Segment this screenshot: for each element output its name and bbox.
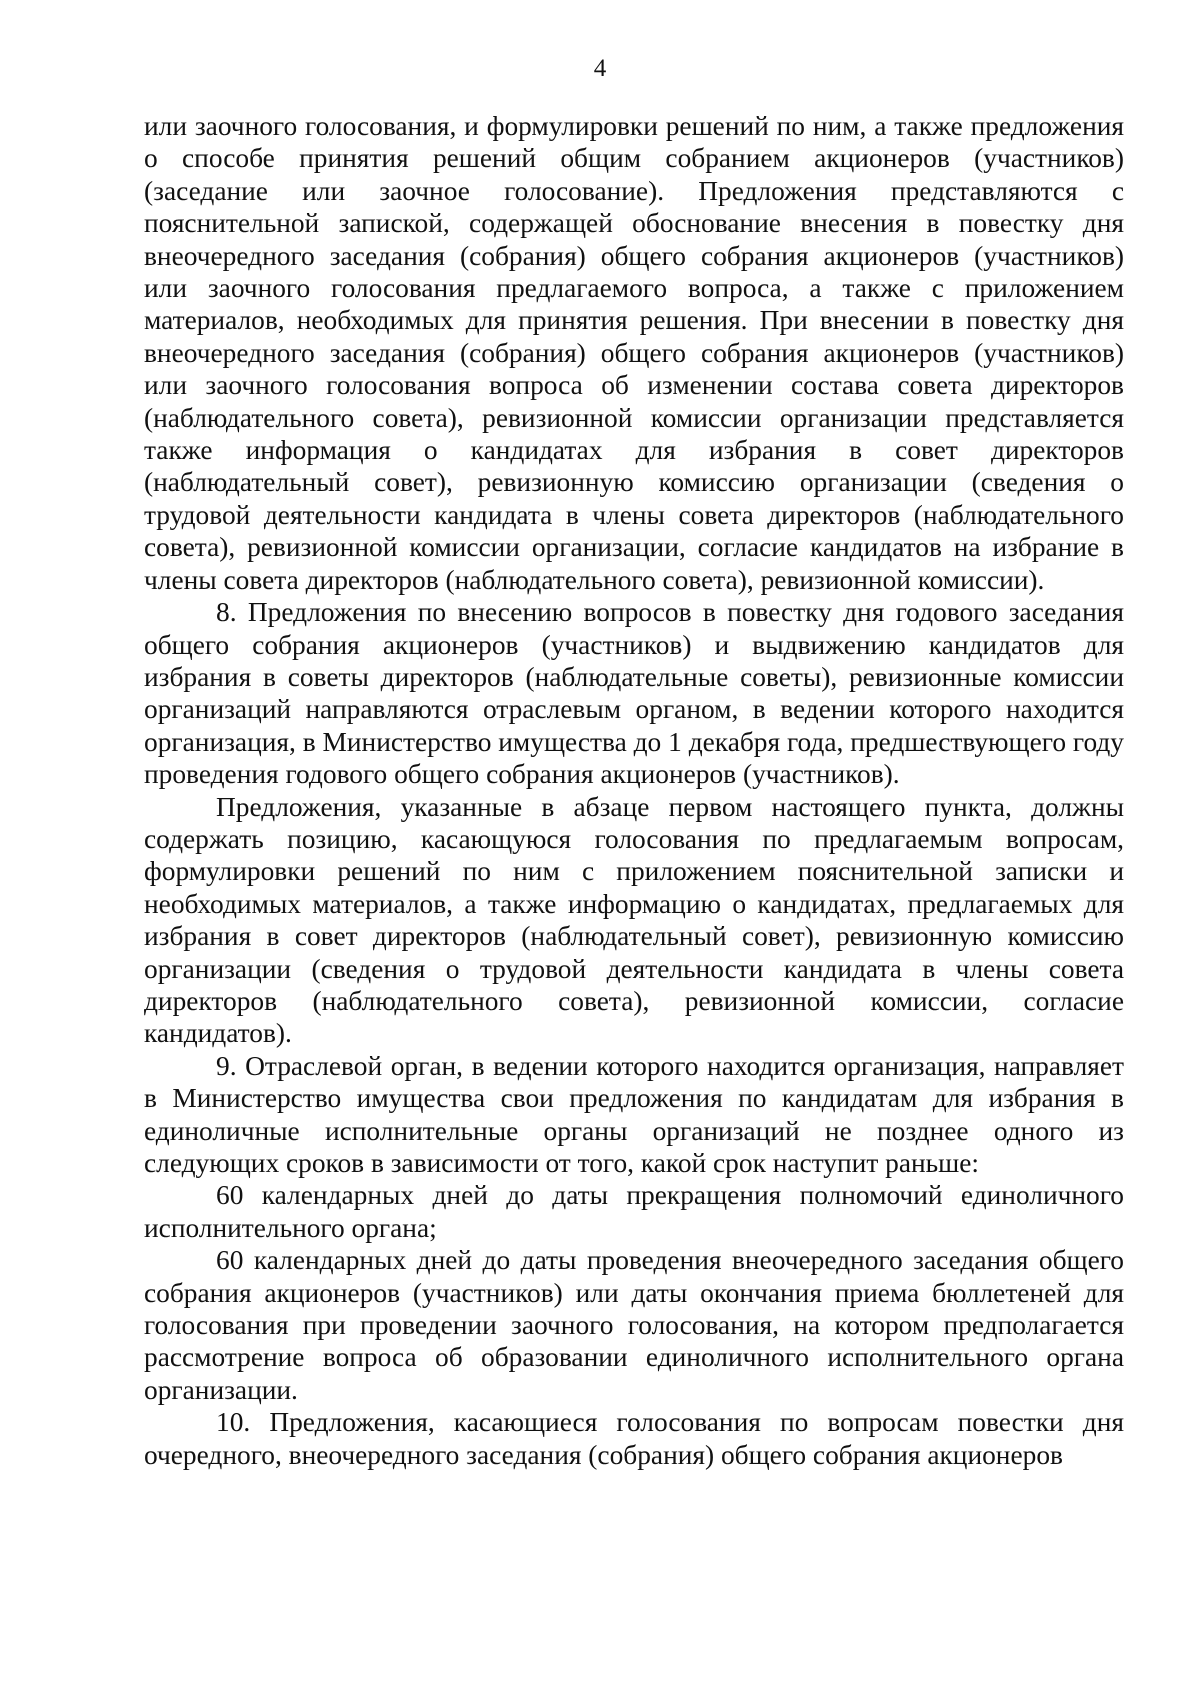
paragraph-item-8: 8. Предложения по внесению вопросов в повестку дня годового заседания общего собрания акционеров (участников) и выдвижению кандидатов для избрания в советы директоров (наблюдательные советы), ревизионные комиссии организаций направляются отраслевым органом, в ведении которого находится организация, в Министерство имущества до 1 декабря года, предшествующего году проведения годового общего собрания акционеров (участников).	[144, 597, 1124, 790]
paragraph-item-9: 9. Отраслевой орган, в ведении которого находится организация, направляет в Министерство имущества свои предложения по кандидатам для избрания в единоличные исполнительные органы организаций не позднее одного из следующих сроков в зависимости от того, какой срок наступит раньше:	[144, 1050, 1124, 1178]
document-body	[144, 110, 1124, 1471]
paragraph-item-9-term-1: 60 календарных дней до даты прекращения полномочий единоличного исполнительного органа;	[144, 1180, 1124, 1243]
paragraph-item-8-second: Предложения, указанные в абзаце первом настоящего пункта, должны содержать позицию, касающуюся голосования по предлагаемым вопросам, формулировки решений по ним с приложением пояснительной записки и необходимых материалов, а также информацию о кандидатах, предлагаемых для избрания в совет директоров (наблюдательный совет), ревизионную комиссию организации (сведения о трудовой деятельности кандидата в члены совета директоров (наблюдательного совета), ревизионной комиссии, согласие кандидатов).	[144, 791, 1124, 1049]
paragraph-item-10: 10. Предложения, касающиеся голосования по вопросам повестки дня очередного, внеочередного заседания (собрания) общего собрания акционеров	[144, 1407, 1124, 1470]
page-number: 4	[593, 55, 607, 82]
paragraph-continuation: или заочного голосования, и формулировки решений по ним, а также предложения о способе принятия решений общим собранием акционеров (участников) (заседание или заочное голосование). Предложения представляются с пояснительной запиской, содержащей обоснование внесения в повестку дня внеочередного заседания (собрания) общего собрания акционеров (участников) или заочного голосования предлагаемого вопроса, а также с приложением материалов, необходимых для принятия решения. При внесении в повестку дня внеочередного заседания (собрания) общего собрания акционеров (участников) или заочного голосования вопроса об изменении состава совета директоров (наблюдательного совета), ревизионной комиссии организации представляется также информация о кандидатах для избрания в совет директоров (наблюдательный совет), ревизионную комиссию организации (сведения о трудовой деятельности кандидата в члены совета директоров (наблюдательного совета), ревизионной комиссии организации, согласие кандидатов на избрание в члены совета директоров (наблюдательного совета), ревизионной комиссии).	[144, 111, 1124, 595]
paragraph-item-9-term-2: 60 календарных дней до даты проведения внеочередного заседания общего собрания акционеров (участников) или даты окончания приема бюллетеней для голосования при проведении заочного голосования, на котором предполагается рассмотрение вопроса об образовании единоличного исполнительного органа организации.	[144, 1245, 1124, 1405]
